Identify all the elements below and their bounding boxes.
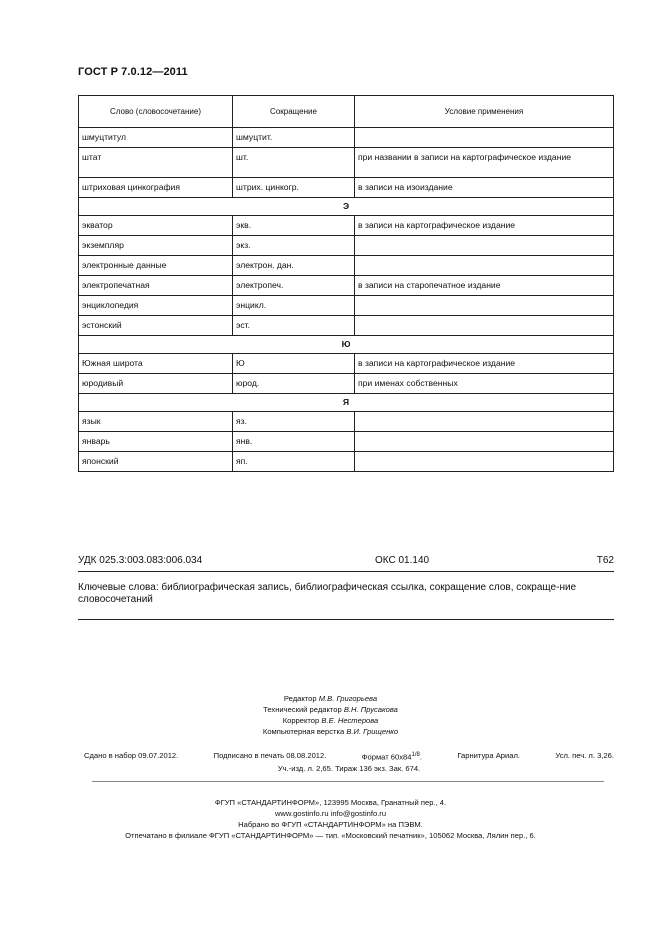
condition-cell: в записи на картографическое издание [355, 354, 614, 374]
letter-section-row [79, 336, 614, 354]
table-row [79, 452, 614, 472]
letter-section-row [79, 394, 614, 412]
keywords: Ключевые слова: библиографическая запись, библиографическая ссылка, сокращение слов, сокраще-ние словосочетаний [78, 582, 577, 605]
condition-cell [355, 316, 614, 336]
abbreviation-cell: яз. [233, 412, 355, 432]
tech-editor-name: В.Н. Прусакова [343, 705, 398, 714]
printer-web: www.gostinfo.ru info@gostinfo.ru [274, 809, 387, 818]
word-cell: шмуцтитул [79, 128, 233, 148]
table-row [79, 432, 614, 452]
condition-cell [355, 412, 614, 432]
table-row [79, 276, 614, 296]
abbreviation-cell: электропеч. [233, 276, 355, 296]
condition-cell: при именах собственных [355, 374, 614, 394]
table-row [79, 128, 614, 148]
typeset-info: Набрано во ФГУП «СТАНДАРТИНФОРМ» на ПЭВМ. [238, 820, 423, 829]
abbreviation-cell: эст. [233, 316, 355, 336]
format-text: Формат 60x84 [361, 752, 412, 762]
format-fraction: 1/8 [411, 752, 420, 758]
udk-code: УДК 025.3:003.083:006.034 [78, 555, 203, 566]
condition-cell [355, 128, 614, 148]
table-row [79, 216, 614, 236]
word-cell: экземпляр [79, 236, 233, 256]
section-letter: Я [79, 394, 614, 412]
condition-cell: в записи на изоиздание [355, 178, 614, 198]
tech-editor-label: Технический редактор [263, 705, 342, 714]
abbreviation-cell: энцикл. [233, 296, 355, 316]
table-row [79, 354, 614, 374]
signed-date: Подписано в печать 08.08.2012. [213, 751, 327, 760]
abbreviation-cell: шт. [233, 148, 355, 178]
editor-label: Редактор [283, 694, 317, 703]
table-row [79, 178, 614, 198]
typeface: Гарнитура Ариал. [457, 751, 521, 760]
word-cell: экватор [79, 216, 233, 236]
printer-address: ФГУП «СТАНДАРТИНФОРМ», 123995 Москва, Гранатный пер., 4. [214, 798, 447, 807]
condition-cell [355, 256, 614, 276]
column-header-word: Слово (словосочетание) [79, 96, 233, 128]
oks-code: ОКС 01.140 [375, 555, 430, 566]
corrector-name: В.Е. Нестерова [321, 716, 379, 725]
word-cell: штриховая цинкография [79, 178, 233, 198]
printed-info: Отпечатано в филиале ФГУП «СТАНДАРТИНФОРМ» — тип. «Московский печатник», 105062 Москва, Лялин пер., 6. [125, 831, 536, 840]
abbreviation-cell: электрон. дан. [233, 256, 355, 276]
credits-block [0, 693, 661, 737]
group-code: Т62 [596, 555, 614, 566]
corrector-label: Корректор [282, 716, 320, 725]
layout-label: Компьютерная верстка [262, 727, 345, 736]
condition-cell: в записи на старопечатное издание [355, 276, 614, 296]
condition-cell: в записи на картографическое издание [355, 216, 614, 236]
word-cell: штат [79, 148, 233, 178]
abbreviation-cell: экз. [233, 236, 355, 256]
paper-format: Формат $60x84^{1/8}$. [361, 752, 422, 762]
word-cell: электропечатная [79, 276, 233, 296]
divider [78, 619, 614, 620]
table-row [79, 412, 614, 432]
abbreviation-cell: юрод. [233, 374, 355, 394]
abbreviation-cell: яп. [233, 452, 355, 472]
word-cell: электронные данные [79, 256, 233, 276]
column-header-abbr: Сокращение [233, 96, 355, 128]
table-header-row [79, 96, 614, 128]
abbreviation-cell: штрих. цинкогр. [233, 178, 355, 198]
layout-name: В.И. Грищенко [346, 727, 399, 736]
word-cell: Южная широта [79, 354, 233, 374]
printer-info [0, 797, 661, 841]
word-cell: январь [79, 432, 233, 452]
word-cell: японский [79, 452, 233, 472]
editor-name: М.В. Григорьева [318, 694, 378, 703]
divider [78, 571, 614, 572]
word-cell: энциклопедия [79, 296, 233, 316]
divider [92, 781, 604, 782]
page-title: ГОСТ Р 7.0.12—2011 [78, 66, 188, 78]
edition-info: Уч.-изд. л. 2,65. Тираж 136 экз. Зак. 674. [277, 763, 421, 773]
condition-cell [355, 296, 614, 316]
table-row [79, 316, 614, 336]
table-row [79, 256, 614, 276]
table-row [79, 148, 614, 178]
condition-cell [355, 452, 614, 472]
word-cell: эстонский [79, 316, 233, 336]
word-cell: юродивый [79, 374, 233, 394]
column-header-condition: Условие применения [355, 96, 614, 128]
condition-cell: при названии в записи на картографическое издание [355, 148, 614, 178]
table-row [79, 236, 614, 256]
word-cell: язык [79, 412, 233, 432]
section-letter: Э [79, 198, 614, 216]
abbreviation-cell: шмуцтит. [233, 128, 355, 148]
condition-cell [355, 236, 614, 256]
section-letter: Ю [79, 336, 614, 354]
table-row [79, 296, 614, 316]
print-sheets: Усл. печ. л. 3,26. [555, 751, 614, 760]
letter-section-row [79, 198, 614, 216]
abbreviations-table [78, 95, 614, 472]
abbreviation-cell: янв. [233, 432, 355, 452]
abbreviation-cell: Ю [233, 354, 355, 374]
abbreviation-cell: экв. [233, 216, 355, 236]
submitted-date: Сдано в набор 09.07.2012. [84, 751, 179, 760]
condition-cell [355, 432, 614, 452]
table-row [79, 374, 614, 394]
publication-info [84, 750, 614, 774]
